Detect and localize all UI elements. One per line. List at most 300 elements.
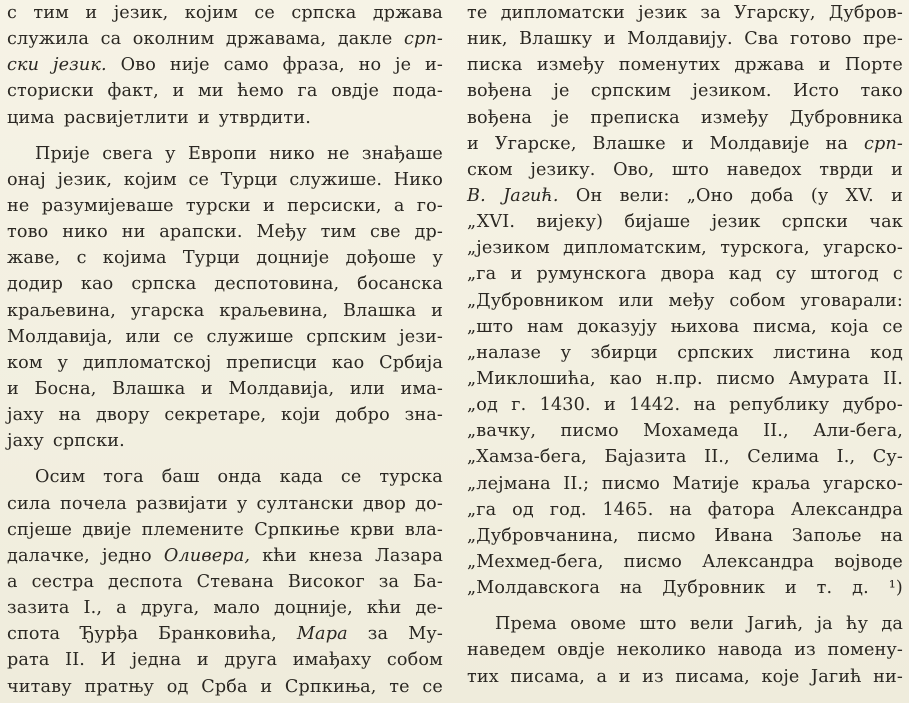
word: деспота — [108, 571, 183, 592]
word: и — [818, 55, 831, 76]
word: спјеше — [7, 519, 73, 540]
word: Срба — [201, 676, 248, 697]
word: Србија — [379, 352, 443, 373]
word: „вачку, — [467, 421, 537, 442]
word: краљевина, — [7, 300, 116, 321]
word: и — [603, 29, 616, 50]
word: двије — [82, 519, 132, 540]
word: за — [378, 571, 400, 592]
word: додир — [7, 274, 63, 295]
word: турски — [185, 195, 251, 216]
text-line — [467, 471, 903, 497]
word: „Миклошића, — [467, 368, 596, 389]
paragraph-gap — [7, 454, 443, 464]
word: и — [784, 578, 797, 599]
word: Нико — [393, 169, 443, 190]
word: Мара — [296, 624, 348, 645]
word: Угарску, — [733, 3, 816, 23]
word: ском — [467, 159, 513, 180]
word: и — [681, 133, 694, 154]
word: а — [596, 666, 608, 687]
word: Дубров- — [828, 3, 903, 23]
word: и — [618, 666, 631, 687]
word: и — [7, 378, 19, 399]
text-line — [7, 595, 443, 621]
word: и — [604, 395, 616, 416]
text-line — [467, 0, 903, 26]
text-line — [467, 523, 903, 549]
word: ком — [7, 352, 43, 373]
word: са — [100, 29, 122, 50]
word: Су- — [872, 447, 903, 468]
word: угарско- — [823, 238, 903, 259]
word: XV. — [845, 185, 874, 206]
word: Бранковића, — [158, 624, 277, 645]
word: поменутих — [618, 55, 721, 76]
word: војводе — [834, 551, 903, 572]
word: српски. — [52, 431, 125, 452]
word: на — [619, 578, 643, 599]
word: но — [358, 55, 382, 76]
word: „налазе — [467, 342, 542, 363]
word: што — [639, 614, 677, 635]
text-line — [467, 340, 903, 366]
word: Влашка — [342, 300, 417, 321]
word: Александра — [702, 551, 815, 572]
word: Александра — [790, 499, 903, 520]
word: рата — [7, 650, 50, 671]
word: онај — [7, 169, 46, 190]
word: румунскога — [536, 264, 647, 285]
word: г. — [511, 395, 527, 416]
word: Мохамеда — [643, 421, 739, 442]
word: доцније — [256, 248, 330, 269]
word: Му- — [408, 624, 443, 645]
word: и — [197, 107, 210, 128]
word: јаху — [7, 405, 44, 426]
word: Молдавија, — [228, 378, 335, 399]
text-line — [7, 647, 443, 673]
text-line — [467, 314, 903, 340]
word: II. — [65, 650, 86, 671]
word: као — [331, 352, 365, 373]
word: ни- — [873, 666, 903, 687]
word: дипломатској — [82, 352, 212, 373]
word: на — [880, 525, 903, 546]
word: Према — [495, 614, 557, 635]
word: Јагић, — [746, 614, 804, 635]
text-line — [467, 637, 903, 663]
word: развијати — [136, 493, 228, 514]
word: ћу — [846, 614, 869, 635]
word: и — [262, 195, 275, 216]
word: све — [370, 222, 401, 243]
word: В. — [467, 185, 486, 206]
word: доцније, — [273, 598, 353, 619]
word: далачке, — [7, 545, 90, 566]
word: краљевина, — [219, 300, 329, 321]
word: „лејмана — [467, 473, 551, 494]
word: босанска — [357, 274, 443, 295]
word: де- — [415, 598, 443, 619]
word: се — [254, 3, 275, 23]
word: уговарали: — [800, 290, 903, 311]
word: се — [173, 326, 194, 347]
word: Високог — [287, 571, 365, 592]
word: краља — [751, 473, 811, 494]
word: којим — [184, 3, 238, 23]
word: и — [85, 3, 98, 23]
text-line — [467, 131, 903, 157]
text-line — [7, 402, 443, 428]
text-line — [467, 78, 903, 104]
word: ник, — [467, 29, 508, 50]
word: које — [761, 666, 800, 687]
word: собом — [729, 290, 786, 311]
word: пода- — [392, 81, 443, 102]
word: и — [891, 159, 903, 180]
word: И — [100, 650, 117, 671]
text-line — [467, 366, 903, 392]
word: двора — [660, 264, 715, 285]
word: српским — [590, 81, 672, 102]
word: Дубровник — [662, 578, 766, 599]
word: писма, — [752, 316, 817, 337]
word: добро — [335, 405, 390, 426]
word: Молдавију. — [627, 29, 733, 50]
word: Лазара — [375, 545, 443, 566]
word: неколико — [616, 640, 707, 661]
word: тово — [7, 222, 49, 243]
word: или — [349, 378, 385, 399]
word: персиски, — [287, 195, 382, 216]
text-line — [7, 26, 443, 52]
word: ни — [121, 222, 146, 243]
word: када — [279, 467, 323, 488]
word: друга — [224, 650, 278, 671]
word: „што — [467, 316, 514, 337]
word: и — [510, 264, 523, 285]
word: на — [825, 133, 849, 154]
word: њихова — [670, 316, 740, 337]
word: Стевана — [196, 571, 274, 592]
paragraph-gap — [7, 131, 443, 141]
word: до- — [415, 493, 443, 514]
word: ћемо — [237, 81, 284, 102]
word: Ивана — [714, 525, 774, 546]
word: „Дубровником — [467, 290, 604, 311]
word: Дубровника — [789, 107, 903, 128]
word: ¹) — [888, 578, 903, 599]
text-line — [7, 543, 443, 569]
text-line — [7, 674, 443, 700]
word: држава — [734, 55, 805, 76]
word: служила — [7, 29, 90, 50]
word: „Мехмед-бега, — [467, 551, 604, 572]
word: вели: — [619, 185, 670, 206]
word: га — [297, 81, 318, 102]
word: „Оно — [686, 185, 734, 206]
word: крви — [350, 519, 395, 540]
word: језик, — [57, 169, 113, 190]
word: „Молдавскога — [467, 578, 601, 599]
word: у — [236, 493, 248, 514]
word: за — [367, 624, 389, 645]
word: „Хамза-бега, — [467, 447, 587, 468]
word: тако — [860, 81, 903, 102]
word: језик — [711, 212, 761, 233]
word: тога — [103, 467, 144, 488]
word: су — [775, 264, 797, 285]
word: кћи — [262, 545, 297, 566]
word: државама, — [225, 29, 327, 50]
text-line — [7, 350, 443, 376]
word: а — [7, 571, 18, 592]
word: који — [281, 405, 321, 426]
word: „од — [467, 395, 498, 416]
word: „га — [467, 264, 497, 285]
word: др- — [414, 222, 443, 243]
word: сила — [7, 493, 51, 514]
word: султански — [256, 493, 354, 514]
word: срп- — [864, 133, 903, 154]
word: вођена — [467, 107, 532, 128]
word: и — [172, 81, 185, 102]
word: навода — [717, 640, 783, 661]
word: у — [432, 248, 443, 269]
word: тим — [33, 3, 70, 23]
word: Селима — [747, 447, 820, 468]
word: Прије — [35, 143, 90, 164]
word: кнеза — [308, 545, 363, 566]
word: Али-бега, — [813, 421, 903, 442]
word: двору — [95, 405, 150, 426]
word: нико — [269, 143, 315, 164]
word: из — [794, 640, 816, 661]
word: Исто — [793, 81, 840, 102]
word: штогод — [810, 264, 879, 285]
word: Европи — [187, 143, 257, 164]
word: турскога, — [720, 238, 810, 259]
word: српски — [781, 212, 849, 233]
text-line — [467, 157, 903, 183]
word: држава — [372, 3, 443, 23]
word: овдје — [331, 81, 380, 102]
word: се — [340, 467, 362, 488]
word: онда — [217, 467, 262, 488]
text-line — [7, 167, 443, 193]
word: Српкиња, — [284, 676, 377, 697]
word: двор — [362, 493, 407, 514]
word: свега — [102, 143, 153, 164]
word: племените — [141, 519, 244, 540]
word: језику. — [530, 159, 596, 180]
word: једно — [101, 545, 152, 566]
word: у — [57, 352, 68, 373]
word: вели — [689, 614, 734, 635]
word: расвијетлити — [63, 107, 189, 128]
text-line — [7, 245, 443, 271]
text-line — [467, 392, 903, 418]
word: сториски — [7, 81, 94, 102]
word: фатора — [707, 499, 776, 520]
word: писмо — [623, 551, 683, 572]
word: код — [870, 342, 903, 363]
word: тих — [467, 666, 499, 687]
word: доказују — [577, 316, 657, 337]
word: Јагић. — [503, 185, 559, 206]
word: секретаре, — [164, 405, 267, 426]
text-line — [7, 464, 443, 490]
word: републику — [729, 395, 830, 416]
word: као — [609, 368, 643, 389]
word: деспотовина, — [214, 274, 340, 295]
word: између — [536, 55, 605, 76]
word: готово — [789, 29, 852, 50]
word: за — [700, 3, 721, 23]
word: арапски. — [159, 222, 243, 243]
word: ја — [816, 614, 833, 635]
text-line — [467, 611, 903, 637]
text-line — [7, 219, 443, 245]
word: вијеку) — [536, 212, 604, 233]
word: „језиком — [467, 238, 550, 259]
text-line — [7, 428, 443, 454]
text-line — [7, 52, 443, 78]
word: вла- — [404, 519, 443, 540]
word: јези- — [399, 326, 443, 347]
word: 1430. — [539, 395, 591, 416]
word: знађаше — [361, 143, 443, 164]
word: листина — [773, 342, 851, 363]
text-line — [467, 26, 903, 52]
word: чак — [869, 212, 903, 233]
text-line — [467, 52, 903, 78]
text-line — [467, 444, 903, 470]
word: на — [58, 405, 82, 426]
text-line — [467, 418, 903, 444]
word: „Дубровчанина, — [467, 525, 619, 546]
text-line — [467, 664, 903, 690]
word: год. — [549, 499, 587, 520]
word: с — [76, 248, 87, 269]
word: д. — [852, 578, 869, 599]
word: наведем — [467, 640, 546, 661]
word: „XVI. — [467, 212, 516, 233]
word: се — [422, 676, 443, 697]
word: и- — [425, 55, 443, 76]
word: од — [166, 676, 189, 697]
word: фраза, — [282, 55, 345, 76]
word: читаву — [7, 676, 72, 697]
word: зна- — [404, 405, 443, 426]
right-column — [467, 0, 903, 690]
word: пре- — [862, 29, 903, 50]
word: собом — [386, 650, 443, 671]
word: међу — [668, 290, 715, 311]
word: збирци — [590, 342, 658, 363]
word: из — [642, 666, 664, 687]
word: 1465. — [602, 499, 654, 520]
word: писама, — [675, 666, 750, 687]
word: којима — [102, 248, 167, 269]
text-line — [7, 621, 443, 647]
word: имађаху — [292, 650, 372, 671]
word: и — [260, 676, 273, 697]
word: Међу — [256, 222, 307, 243]
word: Српкиње — [254, 519, 340, 540]
word: овоме — [570, 614, 627, 635]
word: кћи — [366, 598, 402, 619]
word: и — [196, 650, 209, 671]
word: је — [395, 55, 412, 76]
word: утврдити. — [218, 107, 311, 128]
text-line — [467, 209, 903, 235]
word: и — [201, 378, 213, 399]
word: Матије — [672, 473, 740, 494]
text-line — [7, 193, 443, 219]
word: (у — [810, 185, 829, 206]
word: Влашку — [519, 29, 593, 50]
word: ски — [7, 55, 40, 76]
word: служише. — [289, 169, 383, 190]
word: нам — [527, 316, 564, 337]
word: срп- — [403, 29, 443, 50]
word: пратњу — [84, 676, 155, 697]
word: Амурата — [788, 368, 870, 389]
word: баш — [161, 467, 200, 488]
word: угарска — [130, 300, 205, 321]
word: Сва — [744, 29, 779, 50]
word: на — [693, 395, 717, 416]
text-line — [467, 497, 903, 523]
word: овдје — [557, 640, 606, 661]
word: преписци — [226, 352, 318, 373]
word: јаху — [7, 431, 44, 452]
word: Влашке — [592, 133, 666, 154]
word: с — [892, 264, 903, 285]
text-line — [467, 105, 903, 131]
word: Ђурђа — [80, 624, 139, 645]
text-line — [467, 575, 903, 601]
word: спота — [7, 624, 61, 645]
word: жаве, — [7, 248, 61, 269]
word: с — [7, 3, 18, 23]
text-line — [7, 105, 443, 131]
word: писмо — [601, 473, 661, 494]
text-line — [7, 0, 443, 26]
word: сестра — [31, 571, 95, 592]
word: дипломатски — [500, 3, 625, 23]
word: српских — [677, 342, 754, 363]
word: је — [553, 81, 570, 102]
word: тим — [320, 222, 357, 243]
word: I., — [836, 447, 856, 468]
word: језик — [638, 3, 688, 23]
text-line — [467, 235, 903, 261]
word: дакле — [337, 29, 393, 50]
word: само — [223, 55, 269, 76]
text-line — [7, 271, 443, 297]
word: II. — [883, 368, 903, 389]
word: II.; — [563, 473, 590, 494]
word: не — [7, 195, 30, 216]
text-line — [467, 288, 903, 314]
word: на — [669, 499, 692, 520]
text-line — [7, 376, 443, 402]
word: а — [116, 598, 127, 619]
word: т. — [816, 578, 833, 599]
